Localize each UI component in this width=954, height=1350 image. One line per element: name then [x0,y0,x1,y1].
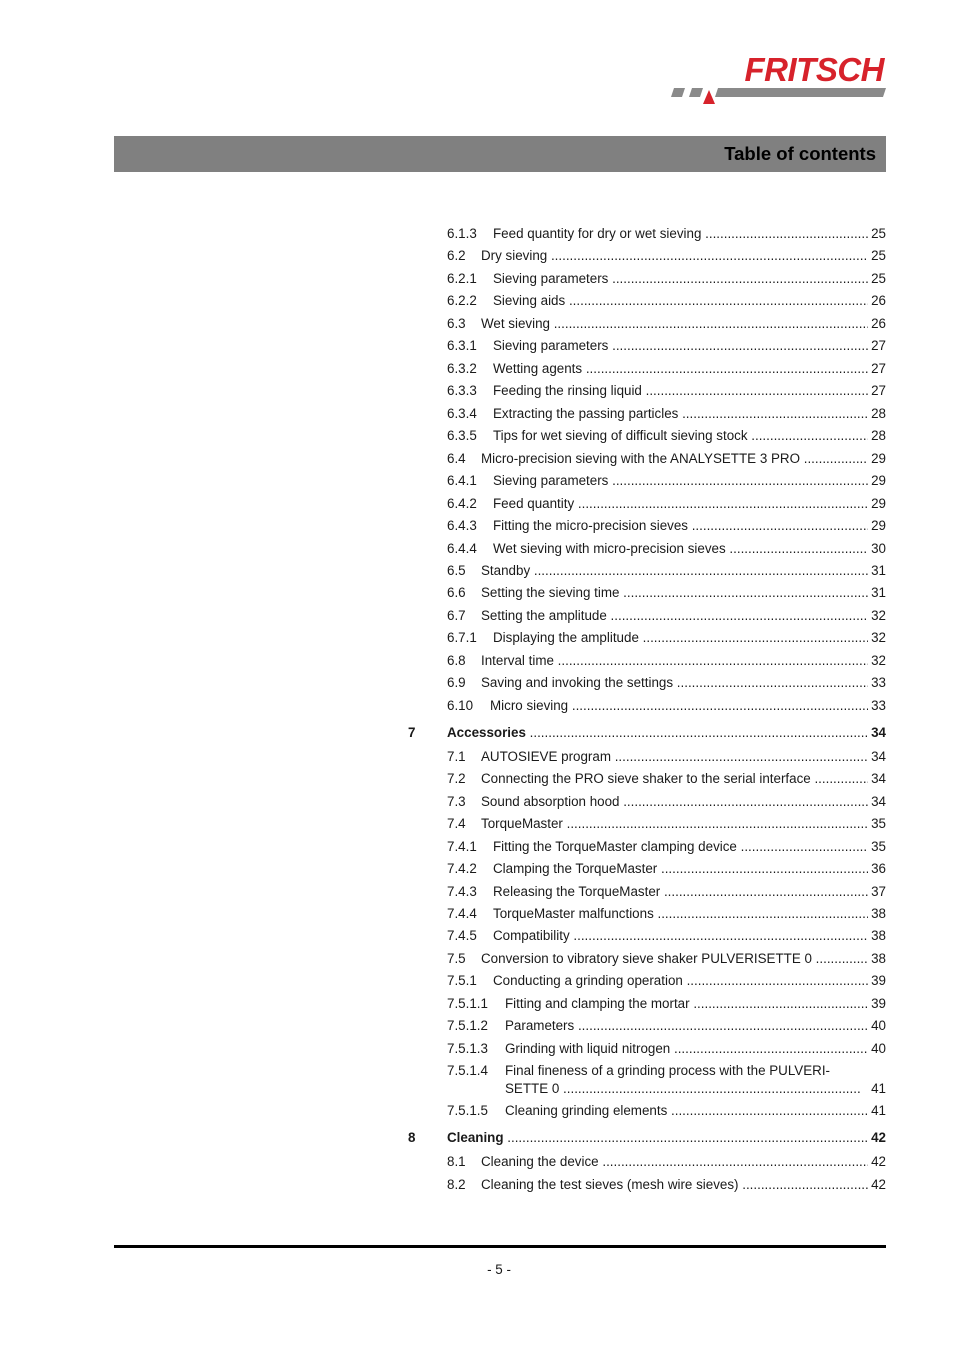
toc-number: 6.2.2 [447,293,477,308]
toc-entry-6-6[interactable] [447,584,886,602]
toc-entry-6-10[interactable] [447,697,886,715]
toc-entry-7-5-1-4[interactable] [447,1062,886,1098]
toc-page: 26 [871,316,886,331]
toc-page: 27 [871,338,886,353]
toc-page: 40 [871,1041,886,1056]
toc-page: 42 [871,1177,886,1192]
toc-page: 33 [871,675,886,690]
toc-number: 7.5.1.5 [447,1103,488,1118]
toc-number: 6.9 [447,675,466,690]
toc-entry-6-4-4[interactable] [447,540,886,558]
toc-entry-7-1[interactable] [447,748,886,766]
toc-number: 7.4.2 [447,861,477,876]
toc-entry-6-4[interactable] [447,450,886,468]
toc-title [505,1062,868,1098]
toc-page: 35 [871,839,886,854]
toc-entry-6-3[interactable] [447,315,886,333]
toc-entry-7-5-1-2[interactable] [447,1017,886,1035]
toc-title: Micro sieving ..... [490,697,868,715]
toc-number: 7.5.1 [447,973,477,988]
toc-entry-7-4-1[interactable] [447,838,886,856]
toc-page: 39 [871,996,886,1011]
toc-entry-6-4-2[interactable] [447,495,886,513]
toc-page: 32 [871,653,886,668]
toc-entry-6-4-3[interactable] [447,517,886,535]
toc-entry-6-2-2[interactable] [447,292,886,310]
toc-title-line2: SETTE 0 ..... [505,1080,860,1098]
footer-rule [114,1245,886,1248]
toc-page: 32 [871,630,886,645]
toc-title: Tips for wet sieving of difficult sieving stock ..... [493,427,868,445]
toc-title: Setting the sieving time ..... [481,584,868,602]
toc-title: Setting the amplitude ..... [481,607,868,625]
logo-stripes-icon [668,52,890,110]
toc-title: Sieving parameters ..... [493,472,868,490]
toc-entry-6-3-4[interactable] [447,405,886,423]
toc-number: 6.7 [447,608,466,623]
page-title: Table of contents [724,143,876,164]
toc-entry-7-5-1[interactable] [447,972,886,990]
toc-page: 31 [871,563,886,578]
toc-number: 6.3.3 [447,383,477,398]
toc-number: 6.4 [447,451,466,466]
toc-entry-7-5[interactable] [447,950,886,968]
toc-chapter-8[interactable] [408,1129,886,1147]
toc-title: Sieving aids ..... [493,292,868,310]
toc-page: 41 [871,1103,886,1118]
toc-title: AUTOSIEVE program ..... [481,748,868,766]
toc-page: 34 [871,794,886,809]
toc-page: 36 [871,861,886,876]
toc-entry-7-2[interactable] [447,770,886,788]
toc-entry-6-8[interactable] [447,652,886,670]
toc-title: Sound absorption hood ..... [481,793,868,811]
toc-title: Grinding with liquid nitrogen ..... [505,1040,868,1058]
toc-entry-6-3-5[interactable] [447,427,886,445]
toc-entry-6-3-3[interactable] [447,382,886,400]
toc-page: 38 [871,906,886,921]
toc-number: 7.4.5 [447,928,477,943]
toc-title: Conversion to vibratory sieve shaker PULVERISETTE 0 ..... [481,950,868,968]
toc-chapter-7[interactable] [408,724,886,742]
toc-number: 6.2 [447,248,466,263]
toc-entry-7-4-4[interactable] [447,905,886,923]
toc-entry-7-3[interactable] [447,793,886,811]
toc-page: 34 [871,749,886,764]
toc-page: 37 [871,884,886,899]
fritsch-logo [668,52,890,110]
toc-page: 41 [871,1081,886,1096]
toc-number: 6.6 [447,585,466,600]
toc-entry-6-3-1[interactable] [447,337,886,355]
toc-entry-6-5[interactable] [447,562,886,580]
toc-page: 39 [871,973,886,988]
toc-page: 25 [871,248,886,263]
toc-title: Interval time ..... [481,652,868,670]
toc-title: Feed quantity for dry or wet sieving ..... [493,225,868,243]
toc-title: Displaying the amplitude ..... [493,629,868,647]
toc-page: 25 [871,271,886,286]
toc-entry-7-5-1-3[interactable] [447,1040,886,1058]
toc-title: Conducting a grinding operation ..... [493,972,868,990]
toc-entry-8-2[interactable] [447,1176,886,1194]
toc-page: 28 [871,406,886,421]
toc-title: Saving and invoking the settings ..... [481,674,868,692]
toc-entry-6-1-3[interactable] [447,225,886,243]
toc-number: 7.4 [447,816,466,831]
logo-wordmark: FRITSCH [744,51,884,88]
toc-number: 7.5.1.1 [447,996,488,1011]
toc-title: Fitting and clamping the mortar ..... [505,995,868,1013]
toc-number: 6.4.1 [447,473,477,488]
toc-page: 42 [871,1130,886,1145]
toc-title: Parameters ..... [505,1017,868,1035]
header-bar [114,136,886,172]
toc-page: 25 [871,226,886,241]
toc-page: 34 [871,725,886,740]
toc-entry-6-2[interactable] [447,247,886,265]
toc-title: Feed quantity ..... [493,495,868,513]
toc-title: TorqueMaster malfunctions ..... [493,905,868,923]
toc-page: 29 [871,451,886,466]
toc-number: 6.3.5 [447,428,477,443]
toc-page: 29 [871,518,886,533]
toc-title-text: Accessories [447,725,526,740]
toc-number: 6.3 [447,316,466,331]
toc-entry-6-2-1[interactable] [447,270,886,288]
toc-entry-7-4[interactable] [447,815,886,833]
toc-number: 7.5.1.3 [447,1041,488,1056]
toc-entry-6-7[interactable] [447,607,886,625]
toc-page: 38 [871,928,886,943]
toc-number: 6.1.3 [447,226,477,241]
toc-page: 35 [871,816,886,831]
toc-number: 7.4.4 [447,906,477,921]
toc-number: 7.1 [447,749,466,764]
toc-page: 26 [871,293,886,308]
toc-title-line1: Final fineness of a grinding process with the PULVERI- [505,1063,831,1078]
toc-title: TorqueMaster ..... [481,815,868,833]
toc-title: Standby ..... [481,562,868,580]
toc-entry-7-5-1-1[interactable] [447,995,886,1013]
toc-number: 7.5.1.4 [447,1063,488,1078]
toc-title: Wet sieving ..... [481,315,868,333]
toc-number: 6.4.2 [447,496,477,511]
toc-number: 6.4.4 [447,541,477,556]
toc-title: Wetting agents ..... [493,360,868,378]
toc-number: 6.3.1 [447,338,477,353]
toc-title: Releasing the TorqueMaster ..... [493,883,868,901]
toc-number: 7.5.1.2 [447,1018,488,1033]
toc-page: 28 [871,428,886,443]
toc-number: 7.5 [447,951,466,966]
toc-page: 31 [871,585,886,600]
toc-number: 6.3.4 [447,406,477,421]
toc-title: Sieving parameters ..... [493,337,868,355]
toc-page: 42 [871,1154,886,1169]
toc-title: Connecting the PRO sieve shaker to the serial interface ..... [481,770,868,788]
toc-number: 7.4.1 [447,839,477,854]
page-number: - 5 - [487,1262,511,1277]
toc-title: Cleaning grinding elements ..... [505,1102,868,1120]
toc-title: Cleaning the test sieves (mesh wire sieves) ..... [481,1176,868,1194]
toc-number: 6.3.2 [447,361,477,376]
toc-page: 30 [871,541,886,556]
toc-entry-7-5-1-5[interactable] [447,1102,886,1120]
toc-number: 8 [408,1130,416,1145]
toc-page: 34 [871,771,886,786]
toc-page: 40 [871,1018,886,1033]
toc-title: Feeding the rinsing liquid ..... [493,382,868,400]
toc-entry-7-4-5[interactable] [447,927,886,945]
toc-number: 6.5 [447,563,466,578]
toc-title: Fitting the micro-precision sieves ..... [493,517,868,535]
toc-number: 6.10 [447,698,474,713]
toc-entry-6-4-1[interactable] [447,472,886,490]
toc-title-text: Cleaning [447,1130,504,1145]
toc-entry-6-9[interactable] [447,674,886,692]
toc-number: 7 [408,725,416,740]
toc-title: Compatibility ..... [493,927,868,945]
toc-number: 6.2.1 [447,271,477,286]
toc-title: Wet sieving with micro-precision sieves ..... [493,540,868,558]
toc-number: 7.3 [447,794,466,809]
toc-page: 27 [871,383,886,398]
toc-number: 6.8 [447,653,466,668]
toc-page: 29 [871,496,886,511]
toc-entry-6-3-2[interactable] [447,360,886,378]
toc-number: 6.4.3 [447,518,477,533]
toc-entry-7-4-2[interactable] [447,860,886,878]
toc-title [447,724,868,742]
toc-page: 33 [871,698,886,713]
toc-title: Extracting the passing particles ..... [493,405,868,423]
toc-number: 7.4.3 [447,884,477,899]
toc-title [447,1129,868,1147]
toc-number: 8.2 [447,1177,466,1192]
toc-page: 38 [871,951,886,966]
toc-title: Fitting the TorqueMaster clamping device ..... [493,838,868,856]
toc-entry-8-1[interactable] [447,1153,886,1171]
toc-entry-6-7-1[interactable] [447,629,886,647]
toc-number: 8.1 [447,1154,466,1169]
toc-title: Micro-precision sieving with the ANALYSETTE 3 PRO ..... [481,450,868,468]
toc-number: 6.7.1 [447,630,477,645]
toc-title: Cleaning the device ..... [481,1153,868,1171]
toc-page: 32 [871,608,886,623]
toc-title: Dry sieving ..... [481,247,868,265]
toc-entry-7-4-3[interactable] [447,883,886,901]
toc-number: 7.2 [447,771,466,786]
toc-page: 27 [871,361,886,376]
toc-title: Sieving parameters ..... [493,270,868,288]
toc-page: 29 [871,473,886,488]
toc-title: Clamping the TorqueMaster ..... [493,860,868,878]
